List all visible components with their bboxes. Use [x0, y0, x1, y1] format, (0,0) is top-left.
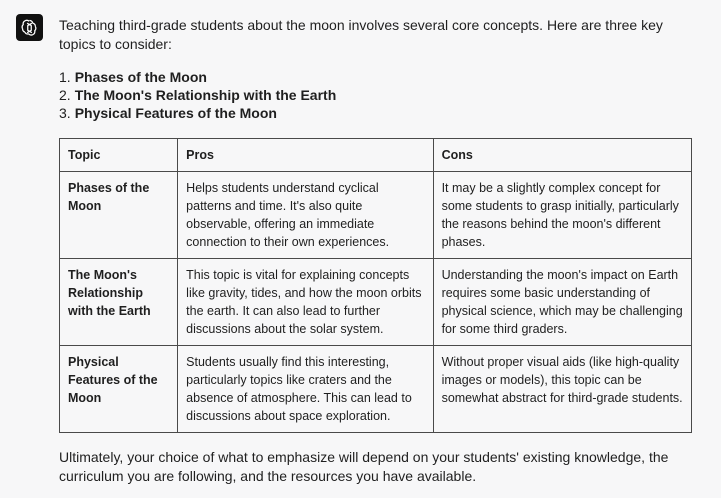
topic-list: [59, 68, 695, 122]
openai-logo-icon: [20, 18, 39, 37]
table-header-row: [60, 139, 692, 172]
list-item: [59, 104, 695, 122]
topic-cell: Physical Features of the Moon: [60, 346, 178, 433]
cons-cell: Understanding the moon's impact on Earth requires some basic understanding of physical science, which may be challenging for some third graders.: [433, 259, 691, 346]
assistant-avatar: [16, 14, 43, 41]
topic-cell: Phases of the Moon: [60, 172, 178, 259]
list-item-number: 3.: [59, 105, 71, 121]
list-item-number: 1.: [59, 69, 71, 85]
list-item-title: Phases of the Moon: [74, 69, 207, 85]
table-row: [60, 346, 692, 433]
table-row: [60, 172, 692, 259]
topic-cell: The Moon's Relationship with the Earth: [60, 259, 178, 346]
list-item-title: Physical Features of the Moon: [74, 105, 277, 121]
comparison-table: [59, 138, 692, 433]
cons-cell: Without proper visual aids (like high-quality images or models), this topic can be somewhat abstract for third-grade students.: [433, 346, 691, 433]
list-item-title: The Moon's Relationship with the Earth: [74, 87, 337, 103]
header-cons: Cons: [433, 139, 691, 172]
cons-cell: It may be a slightly complex concept for some students to grasp initially, particularly the reasons behind the moon's different phases.: [433, 172, 691, 259]
assistant-message: [59, 16, 695, 486]
table-row: [60, 259, 692, 346]
outro-paragraph: Ultimately, your choice of what to emphasize will depend on your students' existing knowledge, the curriculum you are following, and the resources you have available.: [59, 449, 669, 484]
pros-cell: This topic is vital for explaining concepts like gravity, tides, and how the moon orbits the earth. It can also lead to further discussions about the solar system.: [178, 259, 433, 346]
header-pros: Pros: [178, 139, 433, 172]
pros-cell: Helps students understand cyclical patterns and time. It's also quite observable, offering an immediate connection to their own experiences.: [178, 172, 433, 259]
list-item-number: 2.: [59, 87, 71, 103]
intro-paragraph: Teaching third-grade students about the moon involves several core concepts. Here are three key topics to consider:: [59, 17, 663, 52]
pros-cell: Students usually find this interesting, particularly topics like craters and the absence of atmosphere. This can lead to discussions about space exploration.: [178, 346, 433, 433]
list-item: [59, 68, 695, 86]
header-topic: Topic: [60, 139, 178, 172]
list-item: [59, 86, 695, 104]
